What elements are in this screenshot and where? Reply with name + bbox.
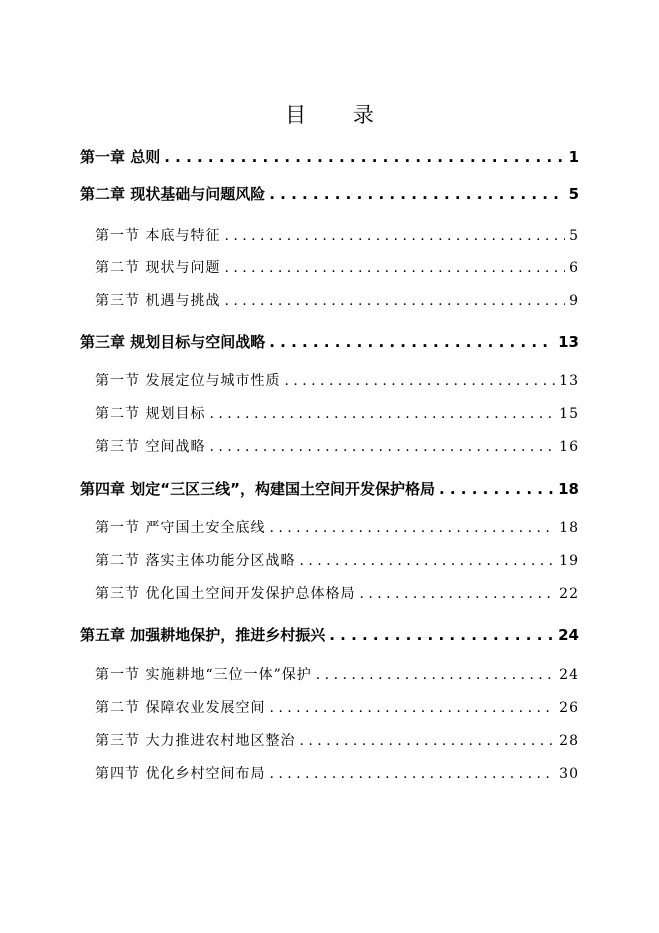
toc-entry-section-5-1[interactable] (80, 664, 579, 686)
toc-entry-page: 22 (559, 586, 579, 602)
toc-entry-section-3-1[interactable] (80, 370, 579, 392)
leader-dots (269, 517, 555, 539)
toc-entry-label: 第三节 大力推进农村地区整治 (95, 733, 296, 749)
leader-dots (224, 257, 565, 279)
toc-entry-page: 13 (559, 373, 579, 389)
leader-dots (439, 478, 554, 500)
toc-entry-label: 第二章 现状基础与问题风险 (80, 185, 266, 203)
leader-dots (164, 146, 564, 168)
toc-entry-label: 第四章 划定“三区三线”，构建国土空间开发保护格局 (80, 480, 435, 498)
toc-entry-label: 第二节 现状与问题 (95, 260, 221, 276)
toc-entry-label: 第二节 保障农业发展空间 (95, 700, 266, 716)
toc-entry-page: 18 (558, 480, 579, 498)
toc-entry-label: 第一节 本底与特征 (95, 228, 221, 244)
toc-entry-label: 第三节 优化国土空间开发保护总体格局 (95, 586, 356, 602)
toc-entry-chapter-4[interactable] (80, 478, 579, 500)
toc-entry-section-5-2[interactable] (80, 697, 579, 719)
toc-entry-chapter-3[interactable] (80, 331, 579, 353)
leader-dots (329, 624, 554, 646)
toc-entry-label: 第三节 机遇与挑战 (95, 293, 221, 309)
toc-entry-page: 19 (559, 553, 579, 569)
toc-entry-section-2-3[interactable] (80, 290, 579, 312)
toc-entry-label: 第二节 落实主体功能分区战略 (95, 553, 296, 569)
toc-entry-label: 第一节 发展定位与城市性质 (95, 373, 281, 389)
toc-entry-label: 第二节 规划目标 (95, 406, 206, 422)
leader-dots (209, 403, 555, 425)
toc-entry-section-4-1[interactable] (80, 517, 579, 539)
toc-entry-page: 1 (568, 148, 579, 166)
leader-dots (269, 697, 555, 719)
toc-entry-page: 15 (559, 406, 579, 422)
leader-dots (269, 183, 564, 205)
toc-entry-chapter-5[interactable] (80, 624, 579, 646)
toc-entry-label: 第一章 总则 (80, 148, 161, 166)
toc-entry-page: 9 (569, 293, 579, 309)
toc-entry-label: 第三章 规划目标与空间战略 (80, 333, 266, 351)
toc-entry-page: 5 (569, 228, 579, 244)
toc-entry-section-3-2[interactable] (80, 403, 579, 425)
toc-entry-page: 26 (559, 700, 579, 716)
leader-dots (359, 583, 555, 605)
toc-entry-chapter-1[interactable] (80, 146, 579, 168)
leader-dots (224, 290, 565, 312)
toc-entry-section-2-1[interactable] (80, 225, 579, 247)
toc-entry-label: 第一节 实施耕地“三位一体”保护 (95, 667, 312, 683)
page-title: 目 录 (285, 103, 394, 127)
toc-entry-chapter-2[interactable] (80, 183, 579, 205)
toc-entry-page: 30 (559, 766, 579, 782)
toc-entry-section-3-3[interactable] (80, 436, 579, 458)
leader-dots (224, 225, 565, 247)
toc-entry-page: 24 (559, 667, 579, 683)
toc-entry-page: 5 (568, 185, 579, 203)
leader-dots (284, 370, 555, 392)
toc-entry-label: 第一节 严守国土安全底线 (95, 520, 266, 536)
toc-entry-page: 28 (559, 733, 579, 749)
toc-entry-page: 16 (559, 439, 579, 455)
toc-entry-section-2-2[interactable] (80, 257, 579, 279)
toc-entry-section-4-3[interactable] (80, 583, 579, 605)
toc-entry-label: 第四节 优化乡村空间布局 (95, 766, 266, 782)
toc-entry-section-4-2[interactable] (80, 550, 579, 572)
toc-entry-page: 6 (569, 260, 579, 276)
leader-dots (269, 763, 555, 785)
leader-dots (299, 550, 555, 572)
toc-entry-label: 第五章 加强耕地保护，推进乡村振兴 (80, 626, 326, 644)
leader-dots (316, 664, 555, 686)
toc-entry-section-5-4[interactable] (80, 763, 579, 785)
toc-entry-label: 第三节 空间战略 (95, 439, 206, 455)
toc-entry-section-5-3[interactable] (80, 730, 579, 752)
toc-entry-page: 24 (558, 626, 579, 644)
leader-dots (299, 730, 555, 752)
leader-dots (209, 436, 555, 458)
toc-entry-page: 18 (559, 520, 579, 536)
leader-dots (269, 331, 554, 353)
toc-entry-page: 13 (558, 333, 579, 351)
